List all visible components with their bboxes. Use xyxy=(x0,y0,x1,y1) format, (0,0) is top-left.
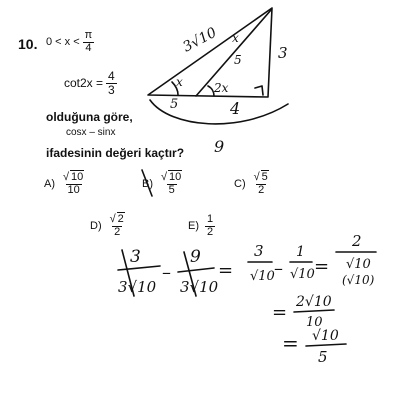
work-eq-4: = xyxy=(282,331,299,355)
work-t1-den: 3√10 xyxy=(118,278,157,296)
work-line3-num: √10 xyxy=(312,328,339,344)
option-d-num: √ 2 xyxy=(109,213,124,225)
option-a-den: 10 xyxy=(67,183,80,196)
label-base-left: 5 xyxy=(170,97,179,112)
work-r1-den: √10 xyxy=(250,269,275,284)
worked-solution xyxy=(118,232,376,366)
work-r2-den: √10 xyxy=(290,267,315,282)
work-t2-num: 9 xyxy=(190,247,201,267)
question-text-2: ifadesinin değeri kaçtır? xyxy=(46,146,185,160)
work-minus: – xyxy=(162,262,171,283)
label-hyp: 3√10 xyxy=(180,24,220,56)
condition-left: 0 < x < xyxy=(46,36,80,49)
work-t2-den: 3√10 xyxy=(180,278,219,296)
work-line2-bar xyxy=(294,310,334,312)
option-a-label: A) xyxy=(44,178,55,191)
label-span: 9 xyxy=(214,137,225,156)
question-expression: cosx – sinx xyxy=(66,127,116,138)
option-d-label: D) xyxy=(90,220,102,233)
condition-frac-den: 4 xyxy=(85,41,92,54)
work-eq-2: = xyxy=(314,256,330,277)
option-a-num: √ 10 xyxy=(63,171,84,183)
option-b-den: 5 xyxy=(168,183,175,196)
right-angle-mark xyxy=(255,86,263,95)
option-d-den: 2 xyxy=(114,225,121,238)
option-b-num: √ 10 xyxy=(161,171,182,183)
triangle-sketch xyxy=(148,8,288,124)
work-line3-den: 5 xyxy=(318,348,328,366)
label-mid: 5 xyxy=(234,53,242,67)
work-r3-num: 2 xyxy=(352,232,362,250)
work-line3-bar xyxy=(306,344,346,346)
work-line2-den: 10 xyxy=(306,315,323,330)
option-c-num: √ 5 xyxy=(253,171,268,183)
option-e-num: 1 xyxy=(207,213,214,225)
question-number: 10. xyxy=(18,36,38,52)
work-t2-bar xyxy=(178,268,214,272)
work-r3-mult: (√10) xyxy=(342,273,375,287)
question-text-1: olduğuna göre, xyxy=(46,110,133,124)
given-lhs: cot2x = xyxy=(64,76,104,91)
label-base-right: 4 xyxy=(230,99,241,118)
work-r1-num: 3 xyxy=(254,242,264,260)
label-angle-x: x xyxy=(176,75,183,89)
label-x-top: x xyxy=(232,31,239,45)
option-b-cross xyxy=(142,170,152,196)
triangle-outline xyxy=(148,8,272,97)
given-frac-num: 4 xyxy=(108,69,115,83)
work-eq-3: = xyxy=(272,302,288,323)
work-r3-den: √10 xyxy=(346,257,371,272)
option-c-den: 2 xyxy=(258,183,265,196)
work-r2-num: 1 xyxy=(296,244,305,260)
option-e-label: E) xyxy=(188,220,199,233)
option-c-label: C) xyxy=(234,178,246,191)
condition-frac-num: π xyxy=(84,29,93,41)
work-minus-2: – xyxy=(274,258,283,279)
option-b-label: B) xyxy=(142,178,153,191)
given-frac-den: 3 xyxy=(108,82,115,97)
label-angle-2x: 2x xyxy=(214,81,229,95)
label-side: 3 xyxy=(278,44,288,62)
work-eq-1: = xyxy=(218,260,234,281)
work-line2-num: 2√10 xyxy=(296,294,332,310)
work-t1-num: 3 xyxy=(130,247,141,267)
option-e-den: 2 xyxy=(207,225,214,238)
